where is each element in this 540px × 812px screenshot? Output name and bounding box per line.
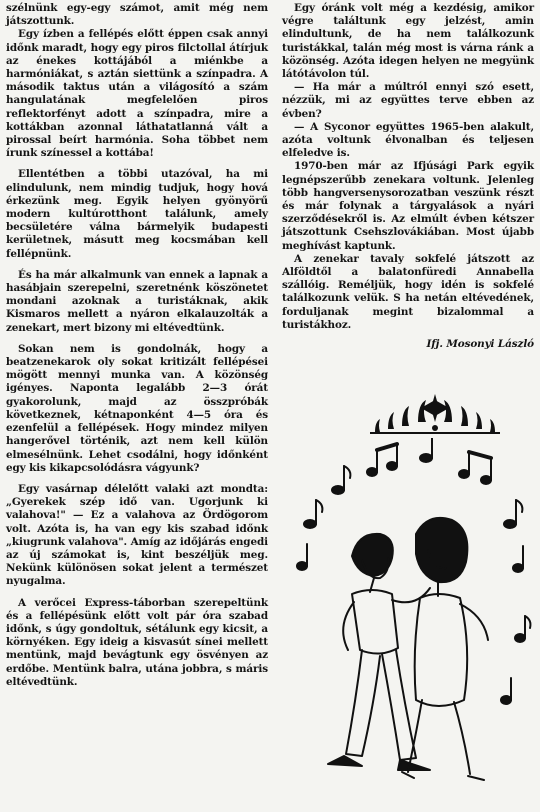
- ornament-divider: [360, 392, 510, 434]
- dancing-couple-illustration: [288, 438, 534, 806]
- article-right-column: [282, 2, 534, 351]
- paragraph: — Ha már a múltról ennyi szó esett, nézzük, mi az együttes terve ebben az évben?: [282, 81, 534, 120]
- woman-figure: [402, 518, 488, 780]
- paragraph: Egy ízben a fellépés előtt éppen csak annyi időnk maradt, hogy egy piros filctollal átírjuk az énekes kottájából a miénkbe a harmóniákat, s aztán siettünk a színpadra. A második taktus után a világosító a szám hangulatának megfelelően piros reflektorfényt adott a színpadra, mire a kottákban azonnal láthatatlanná vált a pirossal beírt harmónia. Soha többet nem írunk színessel a kottába!: [6, 28, 268, 160]
- paragraph: A zenekar tavaly sokfelé játszott az Alföldtől a balatonfüredi Annabella szállóig. Reméljük, hogy idén is sokfelé találkozunk velük. S ha netán eltévedének, forduljanak megint bizalommal a turistákhoz.: [282, 252, 534, 331]
- paragraph: Egy óránk volt még a kezdésig, amikor végre találtunk egy jelzést, amin elindultunk, de ha nem találkozunk turistákkal, talán még most is várna ránk a közönség. Azóta idegen helyen ne megyünk látótávolon túl.: [282, 2, 534, 81]
- article-left-column: [6, 2, 268, 689]
- paragraph: Egy vasárnap délelőtt valaki azt mondta: „Gyerekek szép idő van. Ugorjunk ki valahova!" — Ez a valahova az Ördögorom volt. Azóta is, ha van egy kis szabad időnk „kiugrunk valahova". Amíg az időjárás engedi az új számokat is, kint beszéljük meg. Nekünk különösen sokat jelent a természet nyugalma.: [6, 482, 268, 588]
- paragraph: És ha már alkalmunk van ennek a lapnak a hasábjain szerepelni, szeretnénk köszönetet mondani azoknak a turistáknak, akik Kismaros mellett a nyáron elkalauzolták a zenekart, mert bizony mi eltévedtünk.: [6, 268, 268, 334]
- paragraph: A verőcei Express-táborban szerepeltünk és a fellépésünk előtt volt pár óra szabad időnk, s úgy gondoltuk, sétálunk egy kicsit, a környéken. Egy ideig a kisvasút sínei mellett mentünk, majd bevágtunk egy ösvényen az erdőbe. Mentünk balra, utána jobbra, s máris eltévedtünk.: [6, 596, 268, 688]
- author-signature: Ifj. Mosonyi László: [426, 338, 534, 351]
- paragraph: Sokan nem is gondolnák, hogy a beatzenekarok oly sokat kritizált fellépései mögött mennyi munka van. A közönség igényes. Naponta legalább 2—3 órát gyakorolunk, majd az összpróbák következnek, kétnaponként 4—5 óra és ezenfelül a fellépések. Hogy mindez milyen hangerővel történik, azt nem kell külön elmesélnünk. Lehet csodálni, hogy időnként egy kis kikapcsolódásra vágyunk?: [6, 342, 268, 474]
- paragraph: 1970-ben már az Ifjúsági Park egyik legnépszerűbb zenekara voltunk. Jelenleg több hangversenysorozatban veszünk részt és már folynak a tárgyalások a nyári szerződésekről is. Az elmúlt évben kétszer játszottunk Csehszlovákiában. Most újabb meghívást kaptunk.: [282, 160, 534, 252]
- paragraph: Ellentétben a többi utazóval, ha mi elindulunk, nem mindig tudjuk, hogy hová érkezünk meg. Egyik helyen gyönyörű modern kultúrotthont találunk, amely becsületére válna bármelyik budapesti kerületnek, másutt meg kocsmában kell fellépnünk.: [6, 168, 268, 260]
- paragraph: szélnünk egy-egy számot, amit még nem játszottunk.: [6, 2, 268, 28]
- paragraph: — A Syconor együttes 1965-ben alakult, azóta voltunk élvonalban és teljesen elfeledve is.: [282, 120, 534, 160]
